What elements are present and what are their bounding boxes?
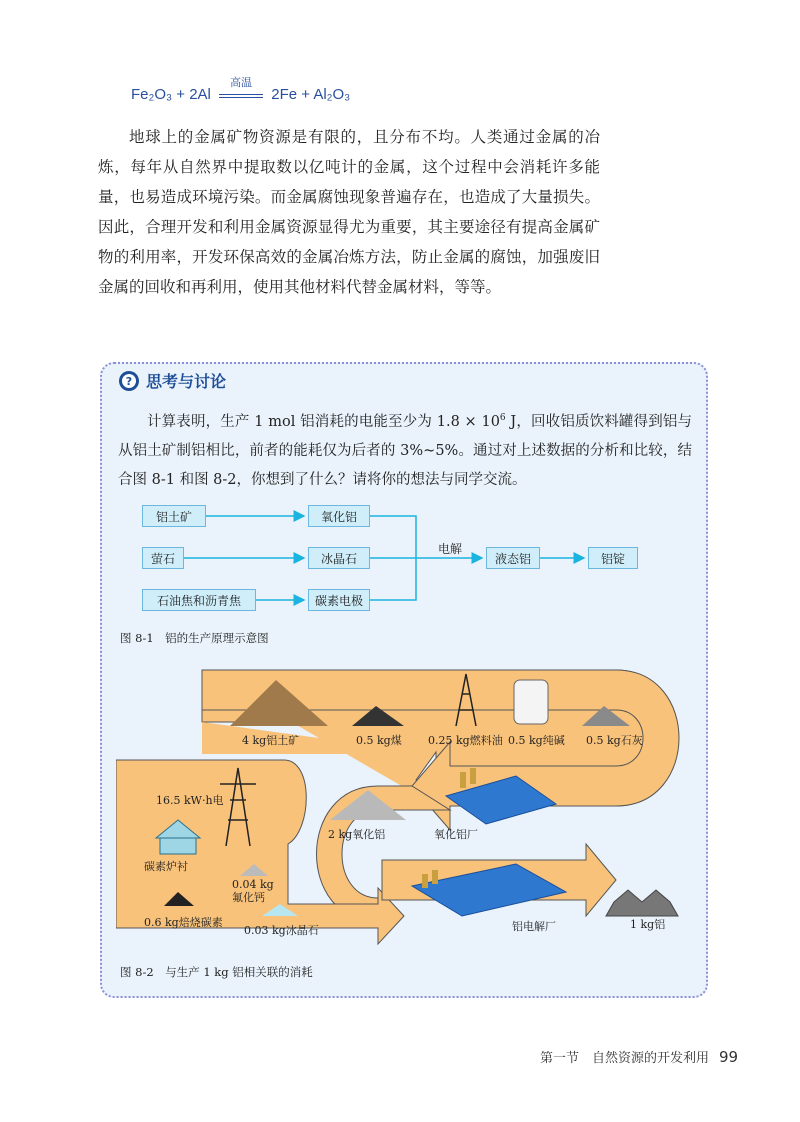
figure-8-2-caption: 图 8-2 与生产 1 kg 铝相关联的消耗 xyxy=(120,965,313,979)
equation-arrow xyxy=(219,77,263,102)
label-fuel-oil: 0.25 kg燃料油 xyxy=(428,734,503,747)
flow-electrolysis-label: 电解 xyxy=(438,542,463,556)
figure-8-2-diagram xyxy=(116,660,696,960)
page-footer xyxy=(540,1047,738,1066)
label-electrolysis-plant: 铝电解厂 xyxy=(512,920,556,933)
equation-left: Fe₂O₃ + 2Al xyxy=(131,86,211,103)
flow-alumina: 氧化铝 xyxy=(308,505,370,527)
think-discuss-title: 思考与讨论 xyxy=(146,374,227,391)
figure-8-1-flowchart xyxy=(118,494,678,644)
think-discuss-text xyxy=(118,404,692,495)
label-coal: 0.5 kg煤 xyxy=(356,734,402,747)
label-product-aluminum: 1 kg铝 xyxy=(630,918,666,931)
equation-right: 2Fe + Al₂O₃ xyxy=(271,86,351,103)
label-electricity: 16.5 kW·h电 xyxy=(156,794,224,807)
flow-input-coke: 石油焦和沥青焦 xyxy=(142,589,256,611)
flow-carbon-electrode: 碳素电极 xyxy=(308,589,370,611)
label-lime: 0.5 kg石灰 xyxy=(586,734,643,747)
equation-condition: 高温 xyxy=(230,77,253,90)
label-soda: 0.5 kg纯碱 xyxy=(508,734,565,747)
page-number: 99 xyxy=(719,1048,739,1066)
footer-section-title: 第一节 自然资源的开发利用 xyxy=(540,1051,710,1066)
think-discuss-header xyxy=(118,369,226,392)
label-alumina: 2 kg氧化铝 xyxy=(328,828,386,841)
question-bubble-icon xyxy=(118,370,140,392)
label-calcium-fluoride: 0.04 kg 氟化钙 xyxy=(232,878,274,904)
flow-aluminum-ingot: 铝锭 xyxy=(588,547,638,569)
svg-text:?: ? xyxy=(125,374,133,388)
label-cryolite: 0.03 kg冰晶石 xyxy=(244,924,319,937)
think-text-exponent: 6 xyxy=(499,413,506,423)
think-text-part-a: 计算表明，生产 1 mol 铝消耗的电能至少为 1.8 × 10 xyxy=(147,413,500,430)
label-bauxite: 4 kg铝土矿 xyxy=(242,734,300,747)
flow-input-fluorite: 萤石 xyxy=(142,547,184,569)
label-baked-carbon: 0.6 kg焙烧碳素 xyxy=(144,916,223,929)
flow-liquid-aluminum: 液态铝 xyxy=(486,547,540,569)
flow-input-bauxite: 铝土矿 xyxy=(142,505,206,527)
body-paragraph: 地球上的金属矿物资源是有限的，且分布不均。人类通过金属的冶炼，每年从自然界中提取数以亿吨计的金属，这个过程中会消耗许多能量，也易造成环境污染。而金属腐蚀现象普遍存在，也造成了大量损失。因此，合理开发和利用金属资源显得尤为重要，其主要途径有提高金属矿物的利用率，开发环保高效的金属冶炼方法，防止金属的腐蚀，加强废旧金属的回收和再利用，使用其他材料代替金属材料，等等。 xyxy=(98,128,600,296)
think-text-part-b: J，回收铝质饮料罐得到铝与从铝土矿制铝相比，前者的能耗仅为后者的 3%~5%。通过对上述数据的分析和比较，结合图 8-1 和图 8-2，你想到了什么？请将你的想法与同学交流。 xyxy=(118,413,693,488)
figure-8-1-caption: 图 8-1 铝的生产原理示意图 xyxy=(120,631,269,645)
flow-cryolite: 冰晶石 xyxy=(308,547,370,569)
label-carbon-lining: 碳素炉衬 xyxy=(144,860,188,873)
chemical-equation xyxy=(131,77,351,103)
label-alumina-plant: 氧化铝厂 xyxy=(434,828,478,841)
